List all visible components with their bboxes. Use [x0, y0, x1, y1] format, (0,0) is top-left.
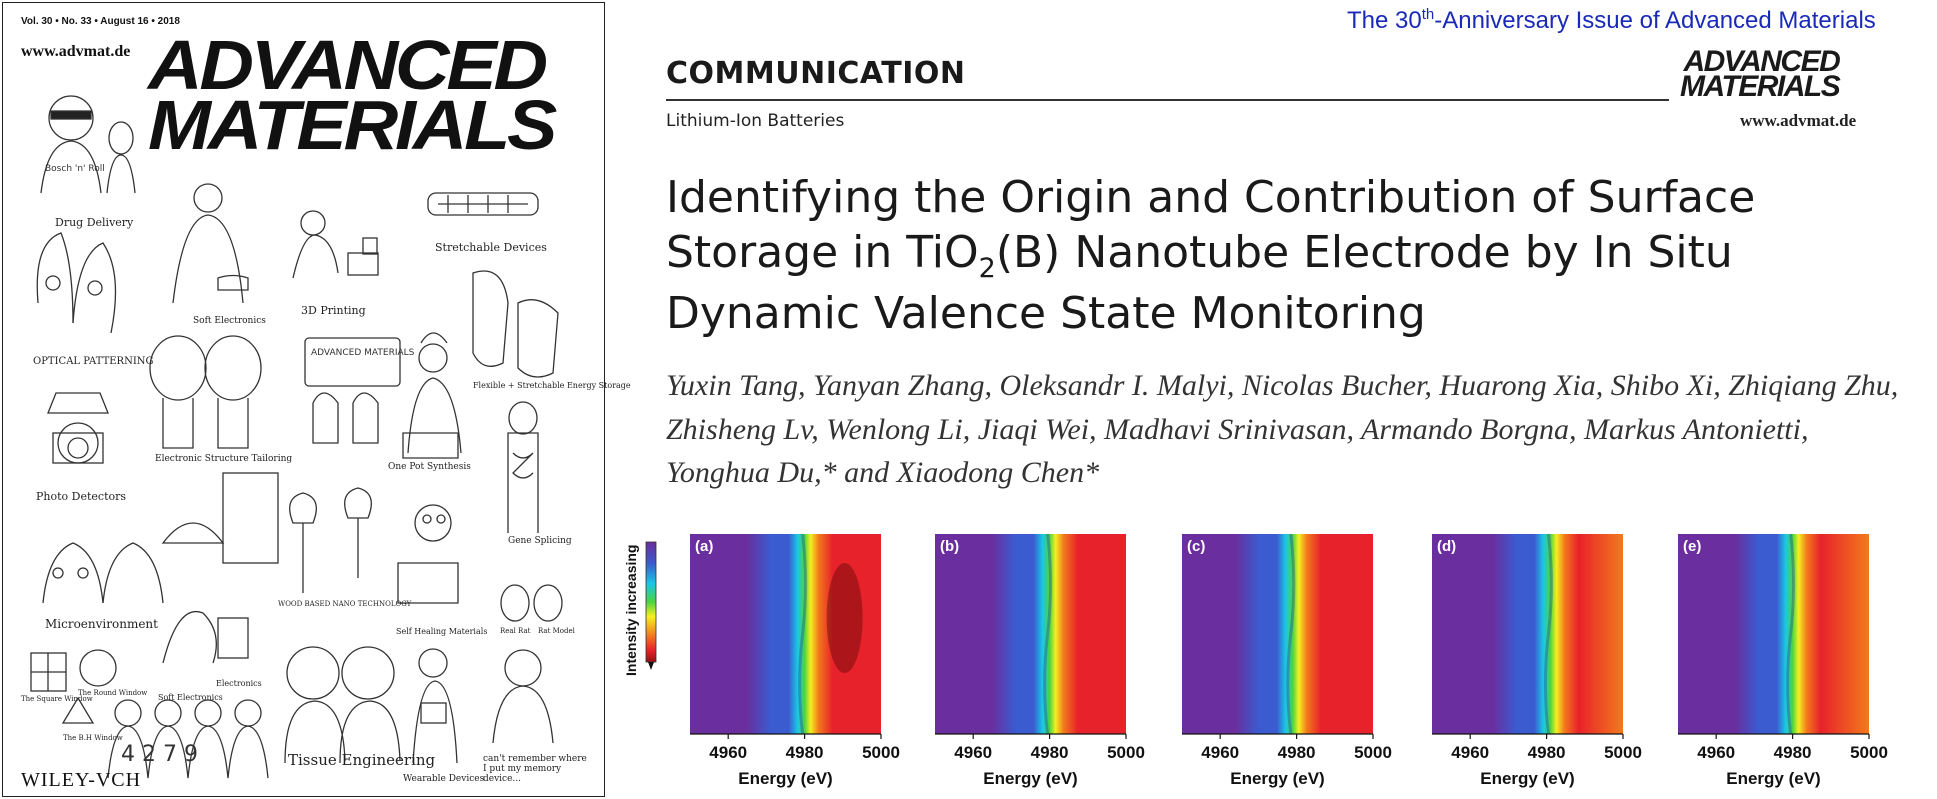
- cover-caption: WOOD BASED NANO TECHNOLOGY: [278, 600, 412, 608]
- cover-caption: The B.H Window: [63, 734, 123, 742]
- x-tick-label: 4960: [954, 743, 993, 762]
- title-subscript: 2: [978, 252, 996, 284]
- cover-caption: Electronics: [216, 679, 262, 688]
- doodle-memory-man: [493, 650, 553, 743]
- doodle-cereal: [163, 473, 278, 563]
- doodle-jersey-numbers: 4 2 7 9: [121, 742, 198, 767]
- doodle-gene-splicing: [508, 402, 538, 533]
- panel-label: (c): [1187, 538, 1206, 555]
- x-axis-label: Energy (eV): [1726, 769, 1821, 788]
- cover-caption: Soft Electronics: [193, 316, 266, 326]
- doodle-microenvironment: [43, 543, 163, 603]
- colorbar-arrow: [648, 662, 654, 670]
- heatmap-panel: [1182, 534, 1373, 734]
- x-tick-label: 4980: [1773, 743, 1812, 762]
- cover-caption: Tissue Engineering: [288, 751, 436, 769]
- x-tick-label: 5000: [862, 743, 900, 762]
- journal-logo-line1: ADVANCED: [1683, 45, 1840, 78]
- journal-logo: [1680, 45, 1840, 103]
- cover-caption: 3D Printing: [301, 304, 366, 317]
- anniversary-banner: [1347, 6, 1876, 34]
- doodle-bulbs: [150, 336, 261, 448]
- cover-caption: Flexible + Stretchable Energy Storage: [473, 381, 631, 390]
- cover-issue-meta: Vol. 30 • No. 33 • August 16 • 2018: [21, 16, 180, 27]
- xanes-heatmap-figure: [620, 528, 1937, 799]
- doodle-windows: [31, 650, 116, 723]
- doodle-self-healing: [398, 505, 458, 603]
- title-part2: (B) Nanotube Electrode by In Situ Dynamic Valence State Monitoring: [666, 227, 1733, 339]
- doodle-stretchable: [428, 193, 538, 215]
- doodle-electronics: [163, 612, 248, 663]
- journal-logo-line2: MATERIALS: [1680, 69, 1840, 103]
- doodle-drug-delivery: [41, 96, 135, 193]
- doodle-shirt-text: Bosch 'n' Roll: [45, 164, 105, 174]
- intensity-peak: [827, 563, 863, 673]
- doodle-sign-text: ADVANCED MATERIALS: [311, 348, 415, 358]
- heatmap-panel: [1432, 534, 1623, 734]
- anniversary-post: -Anniversary Issue of Advanced Materials: [1434, 7, 1876, 34]
- cover-caption: Rat Model: [538, 627, 575, 635]
- cover-caption: Wearable Devices: [403, 774, 485, 784]
- x-axis-label: Energy (eV): [1480, 769, 1575, 788]
- cover-caption: Gene Splicing: [508, 536, 572, 546]
- x-tick-label: 5000: [1604, 743, 1642, 762]
- doodle-photo-detector: [48, 393, 108, 463]
- doodle-batteries: [473, 271, 558, 377]
- anniversary-pre: The 30: [1347, 7, 1422, 34]
- section-label: COMMUNICATION: [666, 56, 966, 91]
- x-tick-label: 5000: [1850, 743, 1888, 762]
- heatmap-panels-svg: [620, 528, 1937, 799]
- doodle-soft-electronics: [173, 184, 248, 303]
- colorbar: [646, 542, 656, 662]
- cover-publisher: WILEY-VCH: [21, 769, 142, 791]
- journal-url: www.advmat.de: [1740, 111, 1857, 130]
- doodle-wearable: [413, 649, 457, 763]
- cover-logo-line1: ADVANCED: [148, 26, 545, 104]
- x-tick-label: 4980: [1277, 743, 1316, 762]
- x-tick-label: 5000: [1107, 743, 1145, 762]
- cover-caption: Stretchable Devices: [435, 241, 547, 254]
- cover-caption: One Pot Synthesis: [388, 462, 471, 472]
- title-part1: Identifying the Origin and Contribution of Surface Storage in TiO: [666, 172, 1756, 278]
- cover-caption: The Square Window: [21, 695, 93, 703]
- x-tick-label: 4960: [1697, 743, 1736, 762]
- x-axis-label: Energy (eV): [738, 769, 833, 788]
- cover-caption: Drug Delivery: [55, 216, 134, 229]
- cover-logo-line2: MATERIALS: [148, 86, 555, 165]
- cover-caption: Real Rat: [500, 627, 531, 635]
- heatmap-panel: [1678, 534, 1869, 734]
- doodle-rats: [501, 585, 562, 621]
- cover-caption: can't remember where I put my memory device...: [483, 754, 587, 784]
- x-tick-label: 4960: [1201, 743, 1240, 762]
- x-tick-label: 4960: [709, 743, 748, 762]
- cover-caption: The Round Window: [78, 689, 148, 697]
- cover-caption: Photo Detectors: [36, 490, 127, 503]
- panel-label: (b): [940, 538, 960, 555]
- x-tick-label: 4960: [1451, 743, 1490, 762]
- panel-label: (a): [695, 538, 714, 555]
- cover-caption: Electronic Structure Tailoring: [155, 454, 293, 464]
- doodle-3d-printing: [293, 211, 378, 278]
- cover-caption: Microenvironment: [45, 617, 158, 631]
- cover-illustration: [3, 3, 606, 798]
- subject-label: Lithium-Ion Batteries: [666, 111, 845, 131]
- header-rule: [666, 99, 1669, 101]
- panel-label: (e): [1683, 538, 1702, 555]
- doodle-wood-nano: [290, 488, 372, 593]
- article-title: [666, 170, 1916, 341]
- x-tick-label: 4980: [785, 743, 824, 762]
- author-list: Yuxin Tang, Yanyan Zhang, Oleksandr I. Malyi, Nicolas Bucher, Huarong Xia, Shibo Xi, Zhiqiang Zhu, Zhisheng Lv, Wenlong Li, Jiaqi Wei, Madhavi Srinivasan, Armando Borgna, Markus Antonietti, Yonghua Du,* and Xiaodong Chen*: [666, 369, 1899, 489]
- panel-label: (d): [1437, 538, 1457, 555]
- colorbar-label: Intensity increasing: [623, 544, 639, 676]
- x-axis-label: Energy (eV): [983, 769, 1078, 788]
- doodle-optical-patterning-heads: [37, 233, 115, 333]
- cover-caption: OPTICAL PATTERNING: [33, 356, 154, 367]
- x-tick-label: 5000: [1354, 743, 1392, 762]
- cover-caption: Self Healing Materials: [396, 627, 488, 636]
- heatmap-panel: [935, 534, 1126, 734]
- x-tick-label: 4980: [1527, 743, 1566, 762]
- cover-url: www.advmat.de: [21, 43, 131, 60]
- anniversary-sup: th: [1421, 6, 1435, 23]
- cover-caption: Soft Electronics: [158, 693, 223, 702]
- x-tick-label: 4980: [1030, 743, 1069, 762]
- x-axis-label: Energy (eV): [1230, 769, 1325, 788]
- doodle-tissue-engineering: [285, 647, 400, 763]
